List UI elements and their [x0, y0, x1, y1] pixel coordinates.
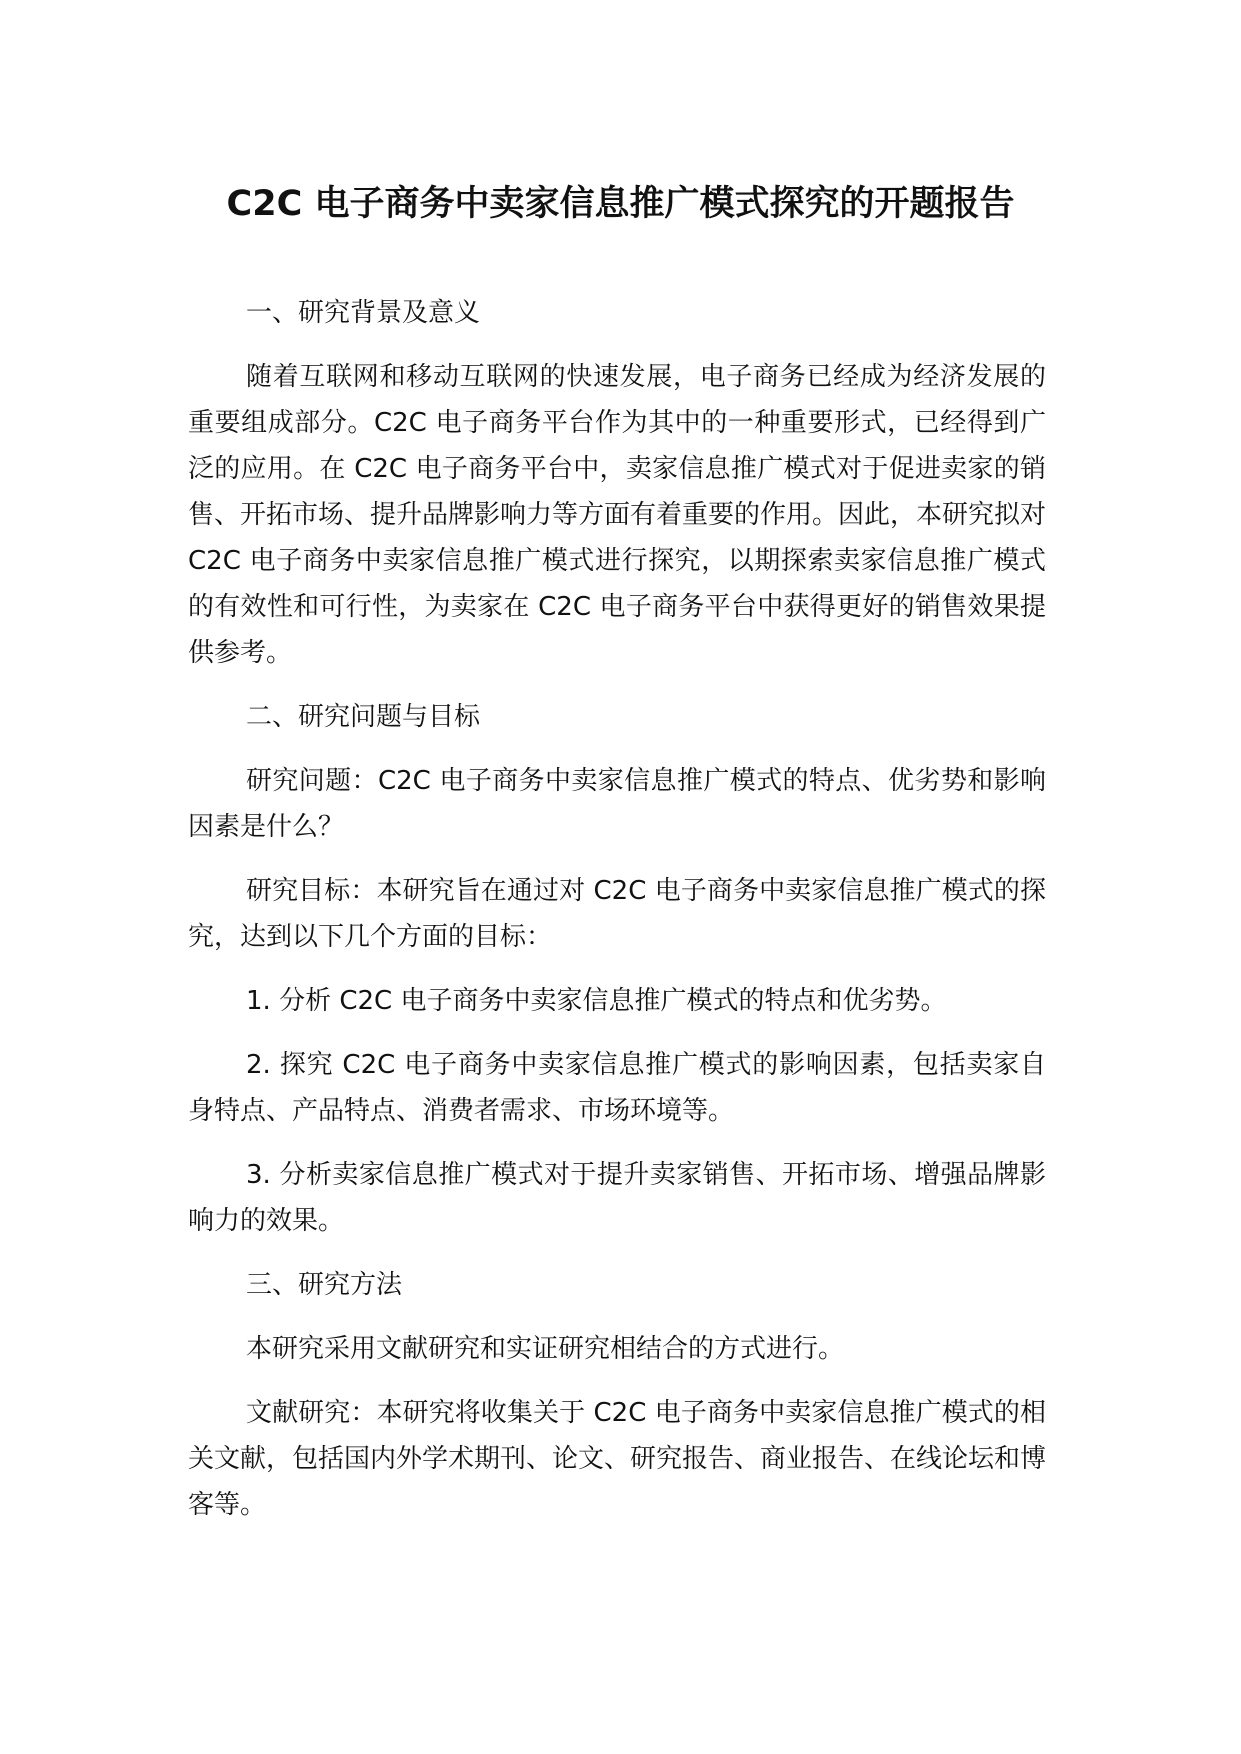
- section-heading-background: 一、研究背景及意义: [246, 298, 481, 328]
- section-heading-methods: 三、研究方法: [246, 1270, 403, 1300]
- list-item-goal-2: 2. 探究 C2C 电子商务中卖家信息推广模式的影响因素，包括卖家自身特点、产品特点、消费者需求、市场环境等。: [188, 1050, 1046, 1126]
- paragraph-methods-intro: 本研究采用文献研究和实证研究相结合的方式进行。: [246, 1334, 845, 1364]
- paragraph-research-question: 研究问题：C2C 电子商务中卖家信息推广模式的特点、优劣势和影响因素是什么？: [188, 766, 1046, 842]
- paragraph-literature-research: 文献研究：本研究将收集关于 C2C 电子商务中卖家信息推广模式的相关文献，包括国内外学术期刊、论文、研究报告、商业报告、在线论坛和博客等。: [188, 1398, 1047, 1520]
- section-heading-questions: 二、研究问题与目标: [246, 702, 481, 732]
- document-body: [188, 290, 1046, 1546]
- paragraph-research-goal: 研究目标：本研究旨在通过对 C2C 电子商务中卖家信息推广模式的探究，达到以下几个方面的目标：: [188, 876, 1046, 952]
- list-item-goal-1: 1. 分析 C2C 电子商务中卖家信息推广模式的特点和优劣势。: [246, 986, 947, 1016]
- paragraph-background: 随着互联网和移动互联网的快速发展，电子商务已经成为经济发展的重要组成部分。C2C 电子商务平台作为其中的一种重要形式，已经得到广泛的应用。在 C2C 电子商务平台中，卖家信息推广模式对于促进卖家的销售、开拓市场、提升品牌影响力等方面有着重要的作用。因此，本研究拟对 C2C 电子商务中卖家信息推广模式进行探究，以期探索卖家信息推广模式的有效性和可行性，为卖家在 C2C 电子商务平台中获得更好的销售效果提供参考。: [188, 362, 1047, 668]
- document-title: C2C 电子商务中卖家信息推广模式探究的开题报告: [226, 184, 1015, 224]
- list-item-goal-3: 3. 分析卖家信息推广模式对于提升卖家销售、开拓市场、增强品牌影响力的效果。: [188, 1160, 1046, 1236]
